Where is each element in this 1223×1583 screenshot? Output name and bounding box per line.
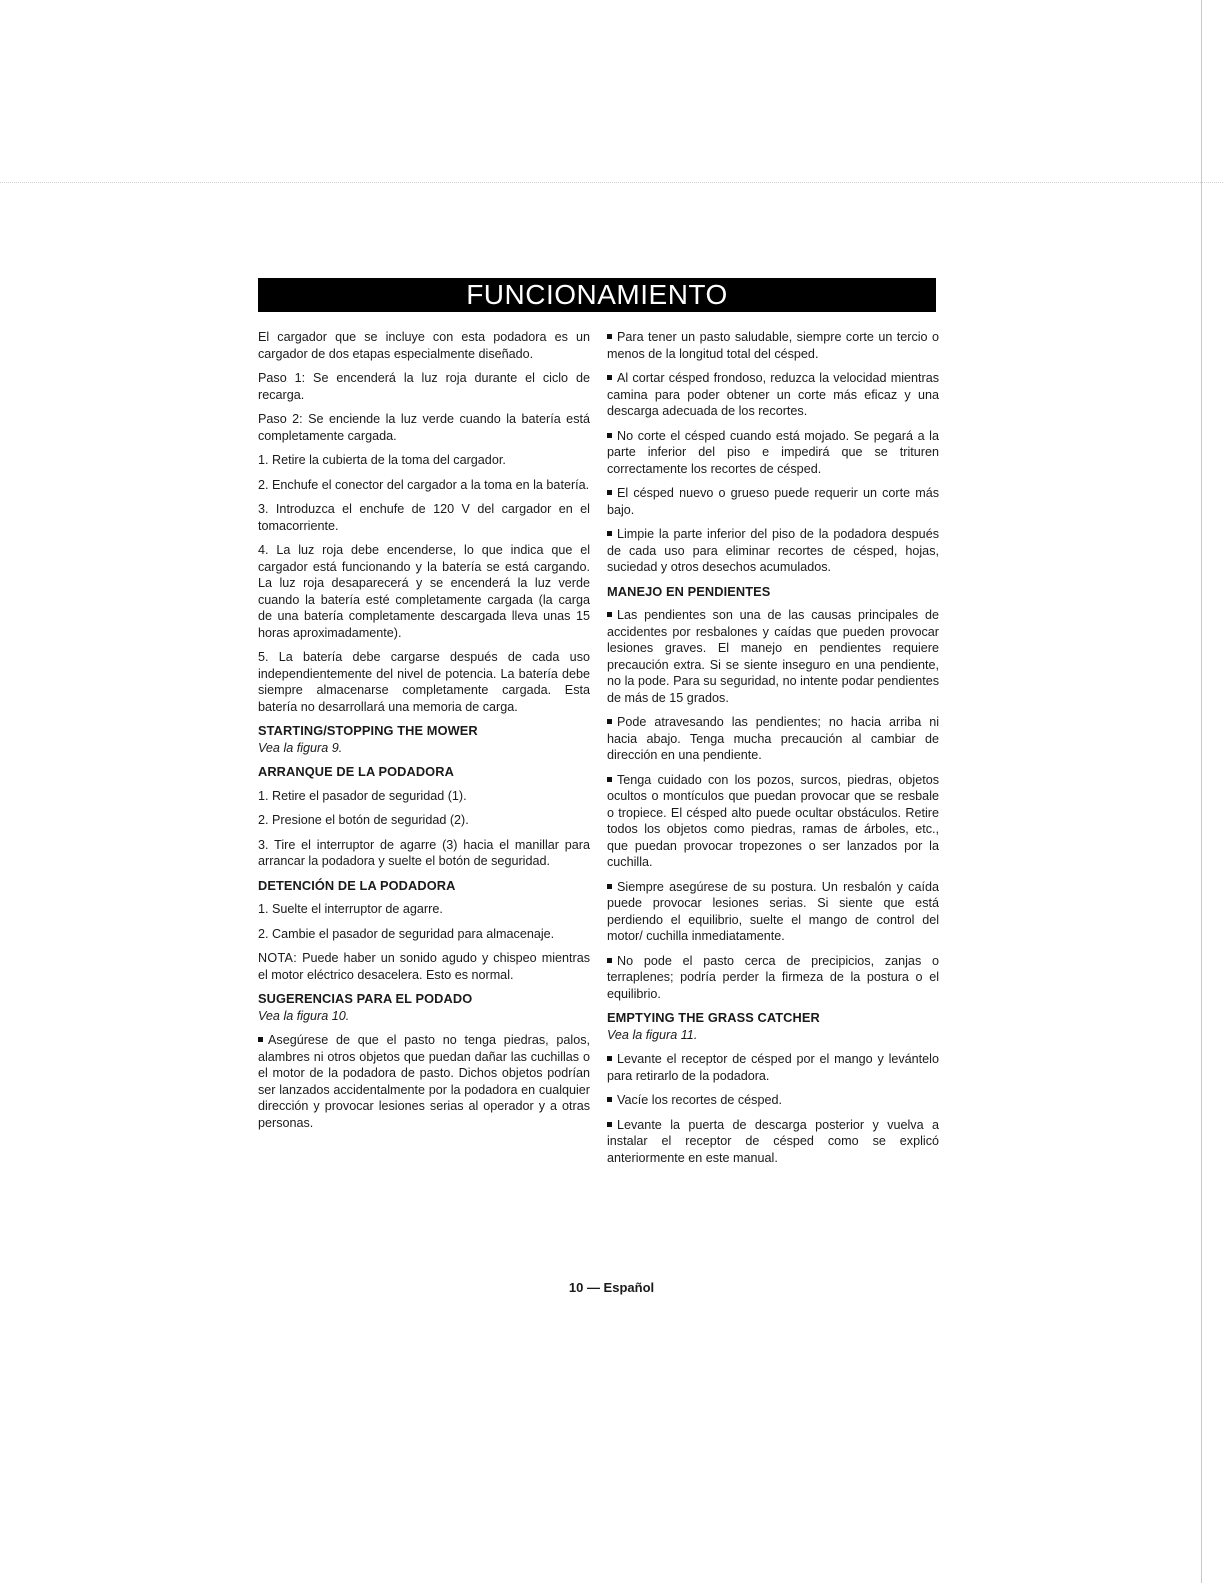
page-footer: 10 — Español [568,1280,655,1295]
list-item-charge-5: 5. La batería debe cargarse después de cada uso independientemente del nivel de potencia. La batería debe siempre almacenarse completamente cargada. Esta batería no desarrollará una memoria de carga. [258,650,590,714]
square-bullet-icon [607,719,612,724]
bullet-item-slope-2 [607,714,939,764]
heading-pendientes: MANEJO EN PENDIENTES [607,583,771,599]
square-bullet-icon [607,375,612,380]
bullet-item-empty-2 [607,1092,939,1109]
heading-sugerencias: SUGERENCIAS PARA EL PODADO [258,991,473,1006]
square-bullet-icon [607,612,612,617]
square-bullet-icon [607,490,612,495]
square-bullet-icon [607,334,612,339]
bullet-item-tip-6 [607,526,939,576]
square-bullet-icon [607,1122,612,1127]
paragraph-step-1: Paso 1: Se encenderá la luz roja durante el ciclo de recarga. [258,371,590,402]
bullet-text: No corte el césped cuando está mojado. Se pegará a la parte inferior del piso e impedirá que se trituren correctamente los recortes de césped. [607,428,939,476]
bullet-item-tip-4 [607,428,939,478]
heading-emptying: EMPTYING THE GRASS CATCHER [607,1010,820,1025]
scan-artifact-line [0,182,1223,183]
bullet-text: Vacíe los recortes de césped. [617,1093,782,1107]
square-bullet-icon [607,433,612,438]
bullet-text: Levante la puerta de descarga posterior y vuelva a instalar el receptor de césped como se explicó anteriormente en este manual. [607,1117,939,1165]
bullet-text: Levante el receptor de césped por el mango y levántelo para retirarlo de la podadora. [607,1052,939,1083]
bullet-item-slope-4 [607,879,939,945]
figure-reference-9: Vea la figura 9. [258,740,343,755]
bullet-item-tip-3 [607,370,939,420]
bullet-text: Asegúrese de que el pasto no tenga piedras, palos, alambres ni otros objetos que puedan dañar las cuchillas o el motor de la podadora de pasto. Dichos objetos podrían ser lanzados accidentalmente por la podadora en cualquier dirección y provocar lesiones serias al operador y a otras personas. [258,1033,590,1130]
list-item-charge-4: 4. La luz roja debe encenderse, lo que indica que el cargador está funcionando y la batería se está cargando. La luz roja desaparecerá y se encenderá la luz verde cuando la batería esté completamente cargada (la carga de una batería completamente descargada lleva unas 15 horas aproximadamente). [258,543,590,640]
bullet-item-slope-3 [607,772,939,871]
bullet-text: No pode el pasto cerca de precipicios, zanjas o terraplenes; podría perder la firmeza de la postura o el equilibrio. [607,953,939,1001]
bullet-item-slope-5 [607,953,939,1003]
bullet-item-tip-5 [607,485,939,518]
bullet-item-tip-2 [607,329,939,362]
right-column [607,329,939,1174]
square-bullet-icon [607,884,612,889]
figure-reference-10: Vea la figura 10. [258,1008,350,1023]
paragraph-step-2: Paso 2: Se enciende la luz verde cuando la batería está completamente cargada. [258,412,590,443]
bullet-text: Siempre asegúrese de su postura. Un resbalón y caída puede provocar lesiones serias. Si siente que está perdiendo el equilibrio, suelte el mango de control del motor/ cuchilla inmediatamente. [607,879,939,943]
square-bullet-icon [607,777,612,782]
list-item-charge-2: 2. Enchufe el conector del cargador a la toma en la batería. [258,477,590,492]
section-title: FUNCIONAMIENTO [258,278,936,312]
list-item-charge-3: 3. Introduzca el enchufe de 120 V del cargador en el tomacorriente. [258,502,590,533]
list-item-stop-1: 1. Suelte el interruptor de agarre. [258,902,443,916]
list-item-charge-1: 1. Retire la cubierta de la toma del cargador. [258,453,506,467]
left-column [258,329,590,1139]
heading-arranque: ARRANQUE DE LA PODADORA [258,764,454,779]
square-bullet-icon [607,958,612,963]
square-bullet-icon [258,1037,263,1042]
bullet-item-tip-1 [258,1032,590,1131]
list-item-start-1: 1. Retire el pasador de seguridad (1). [258,788,467,803]
bullet-item-empty-1 [607,1051,939,1084]
bullet-text: Las pendientes son una de las causas principales de accidentes por resbalones y caídas que pueden provocar lesiones graves. El manejo en pendientes requiere precaución extra. Si se siente inseguro en una pendiente, no la pode. Para su seguridad, no intente podar pendientes de más de 15 grados. [607,608,939,705]
list-item-start-2: 2. Presione el botón de seguridad (2). [258,813,469,827]
page-edge [1201,0,1202,1583]
square-bullet-icon [607,1097,612,1102]
bullet-text: El césped nuevo o grueso puede requerir un corte más bajo. [607,486,939,517]
heading-detencion: DETENCIÓN DE LA PODADORA [258,877,456,893]
bullet-item-slope-1 [607,607,939,706]
bullet-text: Limpie la parte inferior del piso de la podadora después de cada uso para eliminar recortes de césped, hojas, suciedad y otros desechos acumulados. [607,527,939,574]
paragraph-charger-intro: El cargador que se incluye con esta podadora es un cargador de dos etapas especialmente diseñado. [258,330,590,361]
bullet-text: Tenga cuidado con los pozos, surcos, piedras, objetos ocultos o montículos que puedan provocar que se resbale o tropiece. El césped alto puede ocultar obstáculos. Retire todos los objetos como piedras, ramas de árboles, etc., que puedan provocar tropezones o ser lanzados por la cuchilla. [607,772,939,869]
square-bullet-icon [607,531,612,536]
figure-reference-11: Vea la figura 11. [607,1027,698,1042]
note-paragraph [258,950,590,983]
list-item-stop-2: 2. Cambie el pasador de seguridad para almacenaje. [258,926,555,941]
list-item-start-3: 3. Tire el interruptor de agarre (3) hacia el manillar para arrancar la podadora y suelte el botón de seguridad. [258,837,590,868]
heading-starting-stopping: STARTING/STOPPING THE MOWER [258,723,478,738]
bullet-text: Pode atravesando las pendientes; no hacia arriba ni hacia abajo. Tenga mucha precaución al cambiar de dirección en una pendiente. [607,715,939,762]
square-bullet-icon [607,1056,612,1061]
note-text: Puede haber un sonido agudo y chispeo mientras el motor eléctrico desacelera. Esto es normal. [258,951,590,982]
bullet-text: Para tener un pasto saludable, siempre corte un tercio o menos de la longitud total del césped. [607,330,939,361]
bullet-item-empty-3 [607,1117,939,1167]
bullet-text: Al cortar césped frondoso, reduzca la velocidad mientras camina para poder obtener un corte más eficaz y una descarga adecuada de los recortes. [607,371,939,418]
note-label: NOTA: [258,951,298,965]
